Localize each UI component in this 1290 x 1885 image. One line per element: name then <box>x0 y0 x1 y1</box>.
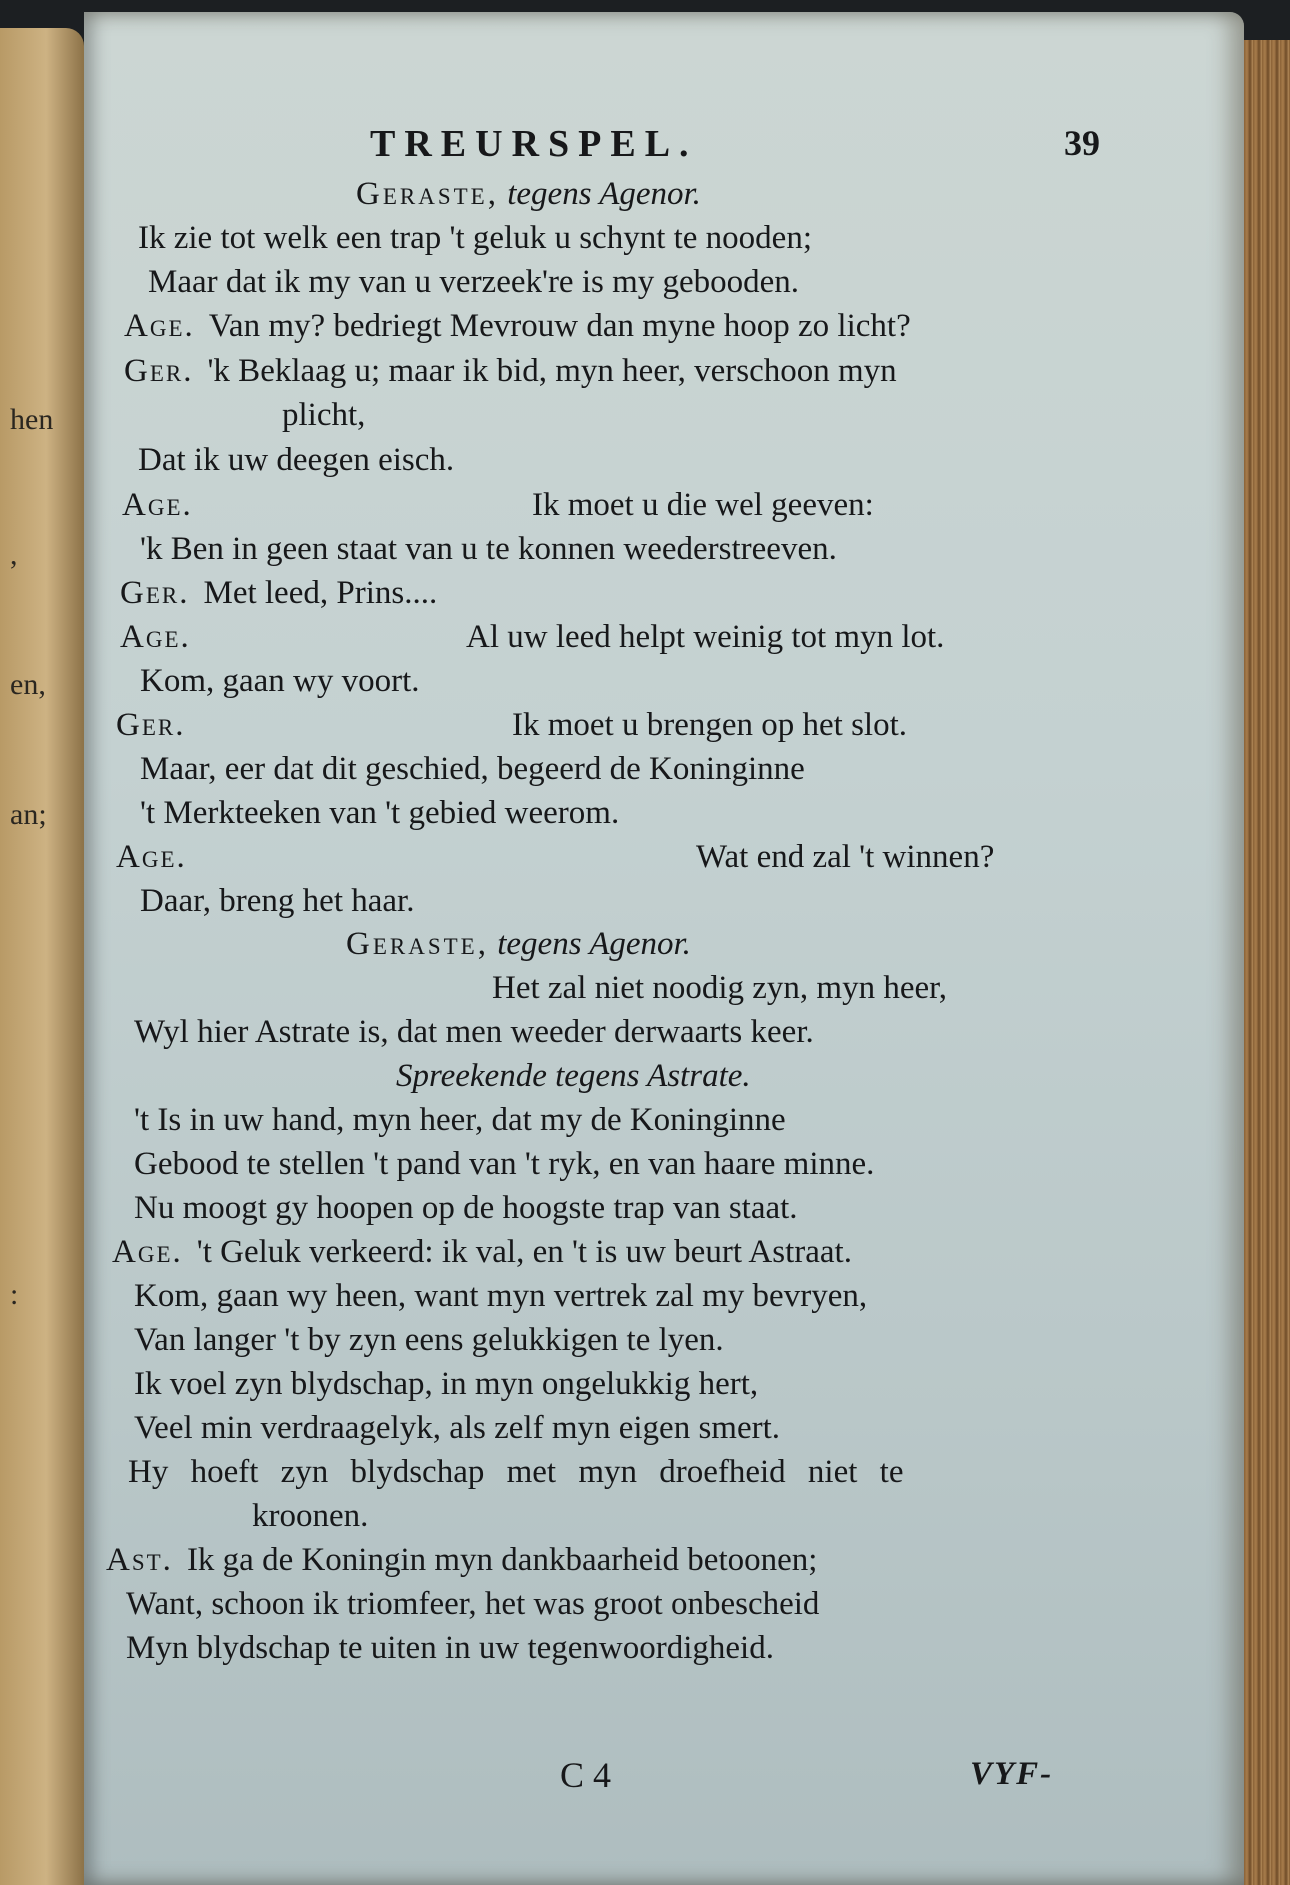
speaker-label: Age. <box>112 1234 183 1270</box>
line-text: Met leed, Prins.... <box>203 575 438 611</box>
stage-direction <box>356 176 701 213</box>
verse-line <box>106 1542 817 1579</box>
stage-direction <box>346 926 691 963</box>
page-number: 39 <box>1064 123 1100 163</box>
verse-line <box>466 619 944 656</box>
verse-line <box>120 619 205 656</box>
line-text: Gebood te stellen 't pand van 't ryk, en van haare minne. <box>134 1146 875 1182</box>
verse-line <box>140 663 420 700</box>
speaker-label: Ger. <box>116 707 186 743</box>
line-text: Al uw leed helpt weinig tot myn lot. <box>466 619 945 655</box>
catchword: VYF- <box>970 1756 1054 1792</box>
left-page-fragment: , <box>10 538 18 571</box>
verse-line <box>134 1366 758 1403</box>
line-text: Myn blydschap te uiten in uw tegenwoordigheid. <box>126 1630 774 1666</box>
signature-mark: C 4 <box>560 1755 612 1795</box>
verse-line <box>148 264 799 301</box>
verse-line <box>134 1146 874 1183</box>
line-text: 't Merkteeken van 't gebied weerom. <box>140 795 620 831</box>
verse-line <box>122 487 207 524</box>
verse-line <box>134 1102 786 1139</box>
line-text: Maar, eer dat dit geschied, begeerd de Koninginne <box>140 751 805 787</box>
line-text: Veel min verdraagelyk, als zelf myn eigen smert. <box>134 1410 781 1446</box>
stage-direction-speaker: Geraste, <box>346 926 489 962</box>
verse-line <box>138 442 454 479</box>
verse-line <box>134 1410 780 1447</box>
line-text: Kom, gaan wy voort. <box>140 663 420 699</box>
verse-line <box>120 575 437 612</box>
verse-line <box>532 487 874 524</box>
line-text: Ik moet u brengen op het slot. <box>512 707 908 743</box>
verse-line <box>134 1190 798 1227</box>
line-text: Nu moogt gy hoopen op de hoogste trap van staat. <box>134 1190 798 1226</box>
speaker-label: Ger. <box>124 353 194 389</box>
verse-line <box>140 795 619 832</box>
stage-direction-text: tegens Agenor. <box>497 926 691 962</box>
page-text <box>84 12 1244 1885</box>
verse-line <box>126 1586 819 1623</box>
left-page-fragment: : <box>10 1278 19 1311</box>
verse-line <box>116 707 199 744</box>
line-text: 'k Ben in geen staat van u te konnen weederstreeven. <box>140 531 837 567</box>
verse-line <box>512 707 907 744</box>
stage-direction-speaker: Geraste, <box>356 176 499 212</box>
speaker-label: Ast. <box>106 1542 173 1578</box>
book-page <box>84 12 1244 1885</box>
speaker-label: Age. <box>116 839 187 875</box>
page-stack-edge <box>1244 40 1290 1885</box>
verse-line <box>126 1630 774 1667</box>
verse-line <box>128 1454 903 1491</box>
line-text: Ik ga de Koningin myn dankbaarheid betoonen; <box>186 1542 818 1578</box>
running-title: TREURSPEL. <box>370 123 698 165</box>
line-text: Wat end zal 't winnen? <box>696 839 995 875</box>
line-text: Ik moet u die wel geeven: <box>532 487 874 523</box>
speaker-label: Ger. <box>120 575 190 611</box>
verse-line <box>492 970 947 1007</box>
line-text: kroonen. <box>252 1498 369 1534</box>
line-text: 't Geluk verkeerd: ik val, en 't is uw beurt Astraat. <box>196 1234 852 1270</box>
verse-line <box>116 839 201 876</box>
line-text: plicht, <box>282 397 366 433</box>
verse-line <box>138 220 812 257</box>
verse-line <box>140 751 805 788</box>
left-page-fragment: en, <box>10 668 46 701</box>
verse-line <box>282 397 365 434</box>
line-text: Maar dat ik my van u verzeek're is my gebooden. <box>148 264 800 300</box>
verse-line <box>252 1498 368 1535</box>
line-text: Daar, breng het haar. <box>140 883 415 919</box>
line-text: Het zal niet noodig zyn, myn heer, <box>492 970 948 1006</box>
verse-line <box>112 1234 852 1271</box>
line-text: Dat ik uw deegen eisch. <box>138 442 455 478</box>
speaker-label: Age. <box>120 619 191 655</box>
verse-line <box>124 353 897 390</box>
verse-line <box>140 883 414 920</box>
line-text: Van my? bedriegt Mevrouw dan myne hoop zo licht? <box>208 308 911 344</box>
line-text: Van langer 't by zyn eens gelukkigen te lyen. <box>134 1322 724 1358</box>
speaker-label: Age. <box>124 308 195 344</box>
stage-direction-text: tegens Agenor. <box>507 176 701 212</box>
line-text: Wyl hier Astrate is, dat men weeder derwaarts keer. <box>134 1014 814 1050</box>
stage-direction <box>396 1058 751 1095</box>
left-page-fragment: hen <box>10 403 54 436</box>
verse-line <box>134 1322 724 1359</box>
left-page-edge <box>0 28 84 1885</box>
verse-line <box>140 531 837 568</box>
line-text: 't Is in uw hand, myn heer, dat my de Koninginne <box>134 1102 786 1138</box>
line-text: Hy hoeft zyn blydschap met myn droefheid niet te <box>128 1454 904 1490</box>
verse-line <box>134 1014 814 1051</box>
verse-line <box>134 1278 867 1315</box>
line-text: 'k Beklaag u; maar ik bid, myn heer, verschoon myn <box>207 353 897 389</box>
stage-direction-text: Spreekende tegens Astrate. <box>396 1058 751 1094</box>
verse-line <box>124 308 911 345</box>
speaker-label: Age. <box>122 487 193 523</box>
verse-line <box>696 839 994 876</box>
line-text: Want, schoon ik triomfeer, het was groot onbescheid <box>126 1586 820 1622</box>
line-text: Kom, gaan wy heen, want myn vertrek zal my bevryen, <box>134 1278 868 1314</box>
line-text: Ik zie tot welk een trap 't geluk u schynt te nooden; <box>138 220 813 256</box>
line-text: Ik voel zyn blydschap, in myn ongelukkig hert, <box>134 1366 759 1402</box>
left-page-fragment: an; <box>10 798 47 831</box>
